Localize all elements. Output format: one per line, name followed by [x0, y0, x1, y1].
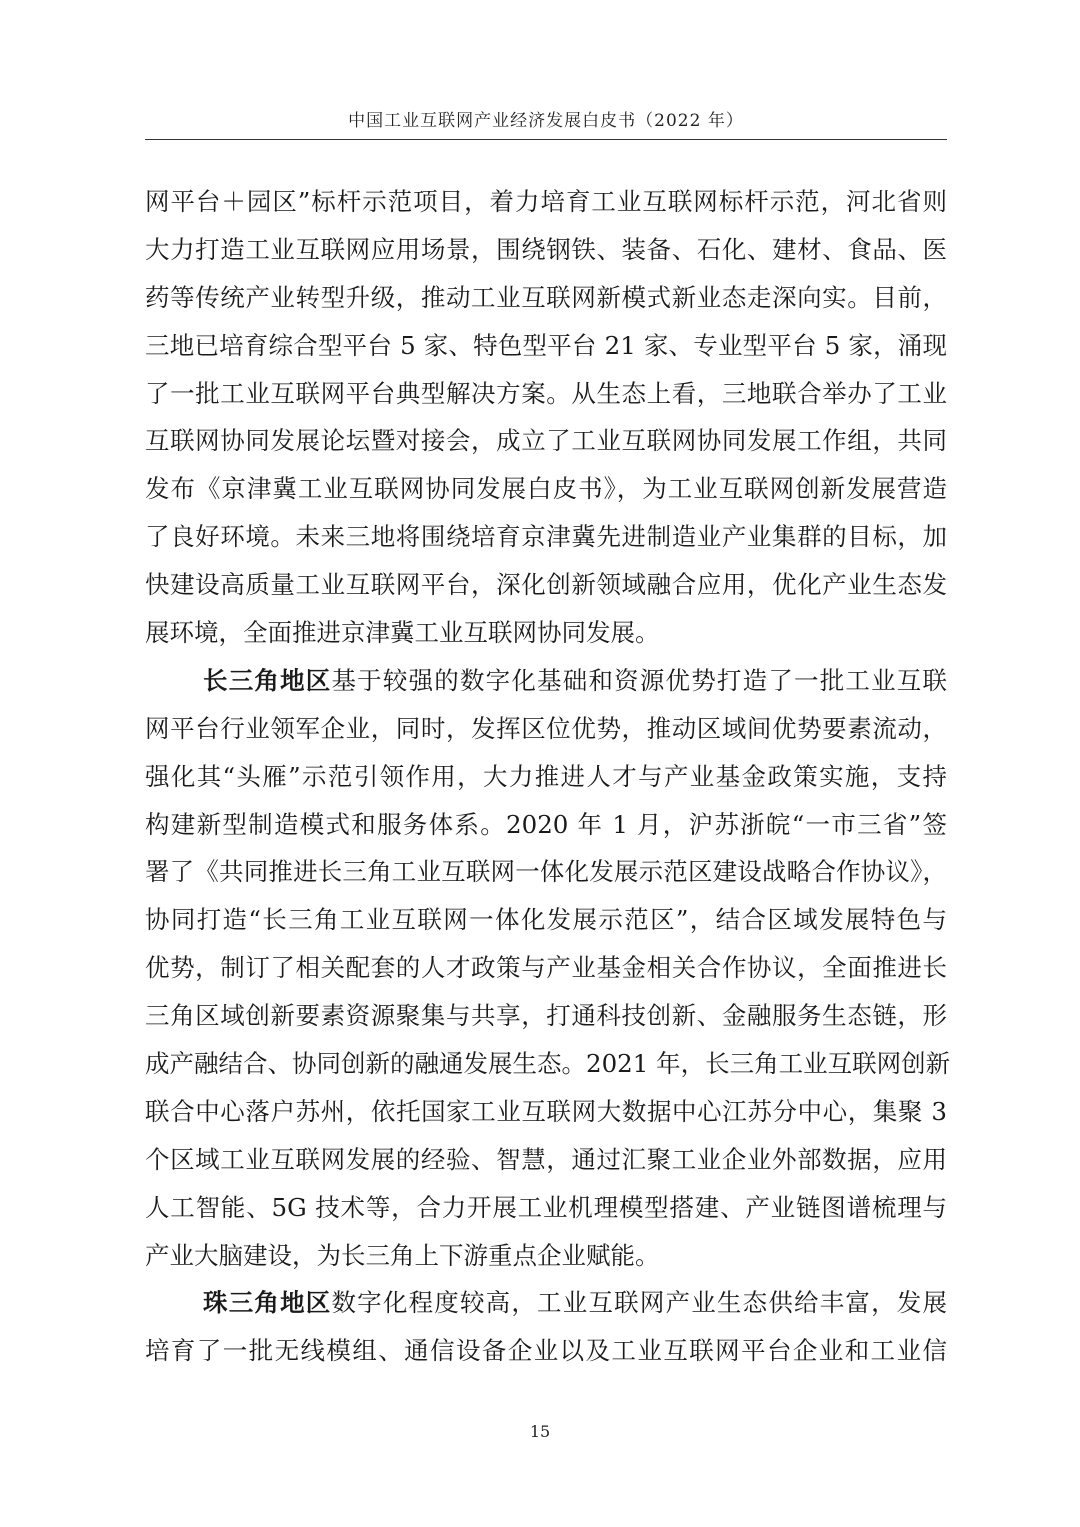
text-line: 了一批工业互联网平台典型解决方案。从生态上看，三地联合举办了工业 — [145, 378, 947, 408]
text-line: 药等传统产业转型升级，推动工业互联网新模式新业态走深向实。目前， — [145, 282, 947, 312]
text-line: 展环境，全面推进京津冀工业互联网协同发展。 — [145, 618, 660, 648]
text-line-rest: 基于较强的数字化基础和资源优势打造了一批工业互联 — [331, 665, 947, 695]
text-line: 产业大脑建设，为长三角上下游重点企业赋能。 — [145, 1240, 660, 1270]
text-line: 个区域工业互联网发展的经验、智慧，通过汇聚工业企业外部数据，应用 — [145, 1144, 947, 1174]
text-line: 网平台行业领军企业，同时，发挥区位优势，推动区域间优势要素流动， — [145, 713, 947, 743]
text-line: 人工智能、5G 技术等，合力开展工业机理模型搭建、产业链图谱梳理与 — [145, 1192, 947, 1222]
page-number: 15 — [529, 1422, 551, 1441]
text-line: 优势，制订了相关配套的人才政策与产业基金相关合作协议，全面推进长 — [145, 953, 947, 983]
text-line: 大力打造工业互联网应用场景，围绕钢铁、装备、石化、建材、食品、医 — [145, 234, 947, 264]
text-line: 协同打造“长三角工业互联网一体化发展示范区”，结合区域发展特色与 — [145, 905, 947, 935]
text-line: 成产融结合、协同创新的融通发展生态。2021 年，长三角工业互联网创新 — [145, 1049, 951, 1079]
text-line: 网平台＋园区”标杆示范项目，着力培育工业互联网标杆示范，河北省则 — [145, 187, 947, 216]
text-line: 三角区域创新要素资源聚集与共享，打通科技创新、金融服务生态链，形 — [145, 1001, 947, 1031]
text-line: 强化其“头雁”示范引领作用，大力推进人才与产业基金政策实施，支持 — [145, 761, 947, 791]
text-line: 构建新型制造模式和服务体系。2020 年 1 月，沪苏浙皖“一市三省”签 — [145, 809, 947, 839]
text-line: 互联网协同发展论坛暨对接会，成立了工业互联网协同发展工作组，共同 — [145, 426, 947, 456]
text-line: 署了《共同推进长三角工业互联网一体化发展示范区建设战略合作协议》， — [145, 857, 947, 887]
text-line: 发布《京津冀工业互联网协同发展白皮书》，为工业互联网创新发展营造 — [145, 474, 947, 504]
text-line: 了良好环境。未来三地将围绕培育京津冀先进制造业产业集群的目标，加 — [145, 522, 947, 552]
running-header: 中国工业互联网产业经济发展白皮书（2022 年） — [348, 111, 744, 131]
text-line: 三地已培育综合型平台 5 家、特色型平台 21 家、专业型平台 5 家，涌现 — [145, 330, 947, 360]
text-line: 培育了一批无线模组、通信设备企业以及工业互联网平台企业和工业信 — [145, 1336, 947, 1366]
region-heading: 长三角地区 — [203, 665, 332, 695]
region-heading: 珠三角地区 — [203, 1288, 332, 1318]
text-line: 联合中心落户苏州，依托国家工业互联网大数据中心江苏分中心，集聚 3 — [145, 1096, 947, 1126]
text-line-rest: 数字化程度较高，工业互联网产业生态供给丰富，发展 — [331, 1288, 947, 1318]
body-text — [145, 178, 951, 1375]
text-line: 快建设高质量工业互联网平台，深化创新领域融合应用，优化产业生态发 — [145, 570, 947, 600]
paragraph-first-line — [145, 657, 947, 705]
header-rule — [145, 139, 947, 140]
paragraph-first-line — [145, 1279, 947, 1327]
